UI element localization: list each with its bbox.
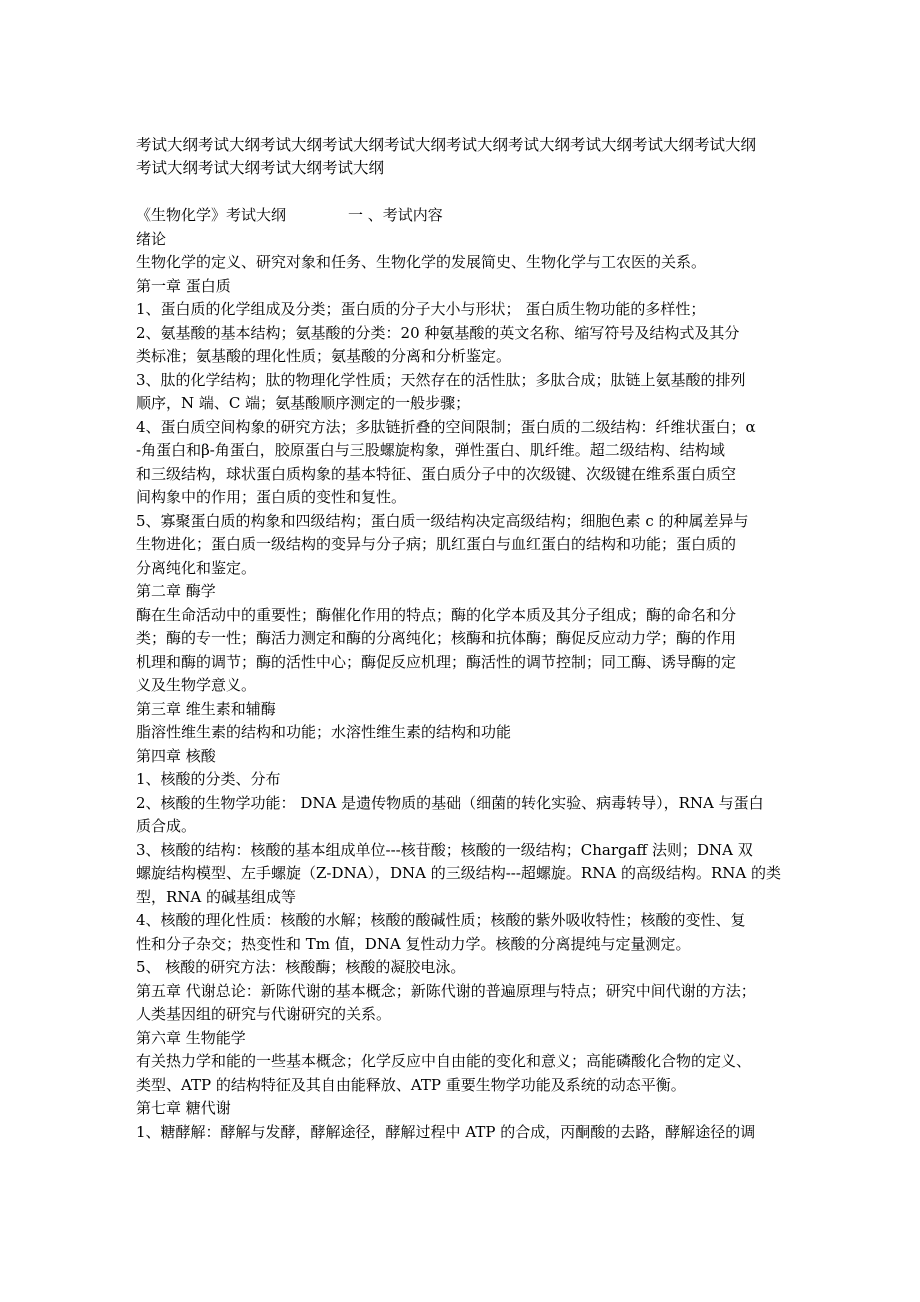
text-line: 类；酶的专一性；酶活力测定和酶的分离纯化；核酶和抗体酶；酶促反应动力学；酶的作用 xyxy=(136,629,737,647)
document-page xyxy=(136,134,786,1144)
header-line-2: 考试大纲考试大纲考试大纲考试大纲 xyxy=(136,159,385,177)
text-line: 4、核酸的理化性质：核酸的水解；核酸的酸碱性质；核酸的紫外吸收特性；核酸的变性、复 xyxy=(136,911,746,929)
header-line-1: 考试大纲考试大纲考试大纲考试大纲考试大纲考试大纲考试大纲考试大纲考试大纲考试大纲 xyxy=(136,136,757,154)
text-line: 间构象中的作用；蛋白质的变性和复性。 xyxy=(136,488,407,506)
text-line: 2、氨基酸的基本结构；氨基酸的分类：20 种氨基酸的英文名称、缩写符号及结构式及其分 xyxy=(136,323,740,342)
text-line: 1、核酸的分类、分布 xyxy=(136,770,281,788)
text-line: -角蛋白和β-角蛋白，胶原蛋白与三股螺旋构象，弹性蛋白、肌纤维。超二级结构、结构域 xyxy=(136,441,725,459)
document-title: 《生物化学》考试大纲 xyxy=(136,206,287,224)
text-line: 5、 核酸的研究方法：核酸酶；核酸的凝胶电泳。 xyxy=(136,958,466,976)
text-line: 性和分子杂交；热变性和 Tm 值，DNA 复性动力学。核酸的分离提纯与定量测定。 xyxy=(136,934,691,953)
text-line: 脂溶性维生素的结构和功能；水溶性维生素的结构和功能 xyxy=(136,723,512,741)
title-row xyxy=(136,204,786,228)
text-line: 生物进化；蛋白质一级结构的变异与分子病；肌红蛋白与血红蛋白的结构和功能；蛋白质的 xyxy=(136,535,737,553)
text-line: 第七章 糖代谢 xyxy=(136,1099,231,1117)
text-line: 3、核酸的结构：核酸的基本组成单位---核苷酸；核酸的一级结构；Chargaff 法则；DNA 双 xyxy=(136,840,753,859)
text-line: 顺序，N 端、C 端；氨基酸顺序测定的一般步骤； xyxy=(136,394,471,412)
section-heading: 一 、考试内容 xyxy=(348,206,443,224)
text-line: 第五章 代谢总论：新陈代谢的基本概念；新陈代谢的普遍原理与特点；研究中间代谢的方法； xyxy=(136,981,756,1000)
text-line: 第四章 核酸 xyxy=(136,746,216,765)
header-block xyxy=(136,134,786,180)
text-line: 人类基因组的研究与代谢研究的关系。 xyxy=(136,1005,392,1023)
text-line: 第六章 生物能学 xyxy=(136,1028,246,1047)
text-line: 义及生物学意义。 xyxy=(136,676,257,694)
text-line: 1、蛋白质的化学组成及分类；蛋白质的分子大小与形状； 蛋白质生物功能的多样性； xyxy=(136,300,706,318)
text-line: 绪论 xyxy=(136,229,167,248)
text-line: 类标准；氨基酸的理化性质；氨基酸的分离和分析鉴定。 xyxy=(136,347,512,365)
text-line: 螺旋结构模型、左手螺旋（Z-DNA），DNA 的三级结构---超螺旋。RNA 的高级结构。RNA 的类 xyxy=(136,864,781,882)
text-line: 质合成。 xyxy=(136,817,197,835)
text-line: 机理和酶的调节；酶的活性中心；酶促反应机理；酶活性的调节控制；同工酶、诱导酶的定 xyxy=(136,652,737,671)
text-line: 有关热力学和能的一些基本概念；化学反应中自由能的变化和意义；高能磷酸化合物的定义、 xyxy=(136,1052,752,1070)
text-line: 1、糖酵解：酵解与发酵，酵解途径，酵解过程中 ATP 的合成，丙酮酸的去路，酵解途径的调 xyxy=(136,1122,756,1141)
text-line: 和三级结构，球状蛋白质构象的基本特征、蛋白质分子中的次级键、次级键在维系蛋白质空 xyxy=(136,464,737,483)
text-line: 第一章 蛋白质 xyxy=(136,276,231,295)
text-line: 3、肽的化学结构；肽的物理化学性质；天然存在的活性肽；多肽合成；肽链上氨基酸的排列 xyxy=(136,370,746,389)
text-line: 生物化学的定义、研究对象和任务、生物化学的发展简史、生物化学与工农医的关系。 xyxy=(136,253,707,271)
text-line: 5、寡聚蛋白质的构象和四级结构；蛋白质一级结构决定高级结构；细胞色素 c 的种属差异与 xyxy=(136,511,749,530)
text-line: 第三章 维生素和辅酶 xyxy=(136,699,276,718)
text-line: 类型、ATP 的结构特征及其自由能释放、ATP 重要生物学功能及系统的动态平衡。 xyxy=(136,1075,686,1094)
text-line: 2、核酸的生物学功能： DNA 是遗传物质的基础（细菌的转化实验、病毒转导），RNA 与蛋白 xyxy=(136,793,764,812)
text-line: 型，RNA 的碱基组成等 xyxy=(136,887,297,906)
text-line: 分离纯化和鉴定。 xyxy=(136,558,257,577)
text-line: 第二章 酶学 xyxy=(136,582,216,600)
text-line: 酶在生命活动中的重要性；酶催化作用的特点；酶的化学本质及其分子组成；酶的命名和分 xyxy=(136,605,737,624)
text-line: 4、蛋白质空间构象的研究方法；多肽链折叠的空间限制；蛋白质的二级结构：纤维状蛋白；α xyxy=(136,417,756,436)
body-text xyxy=(136,228,786,1145)
